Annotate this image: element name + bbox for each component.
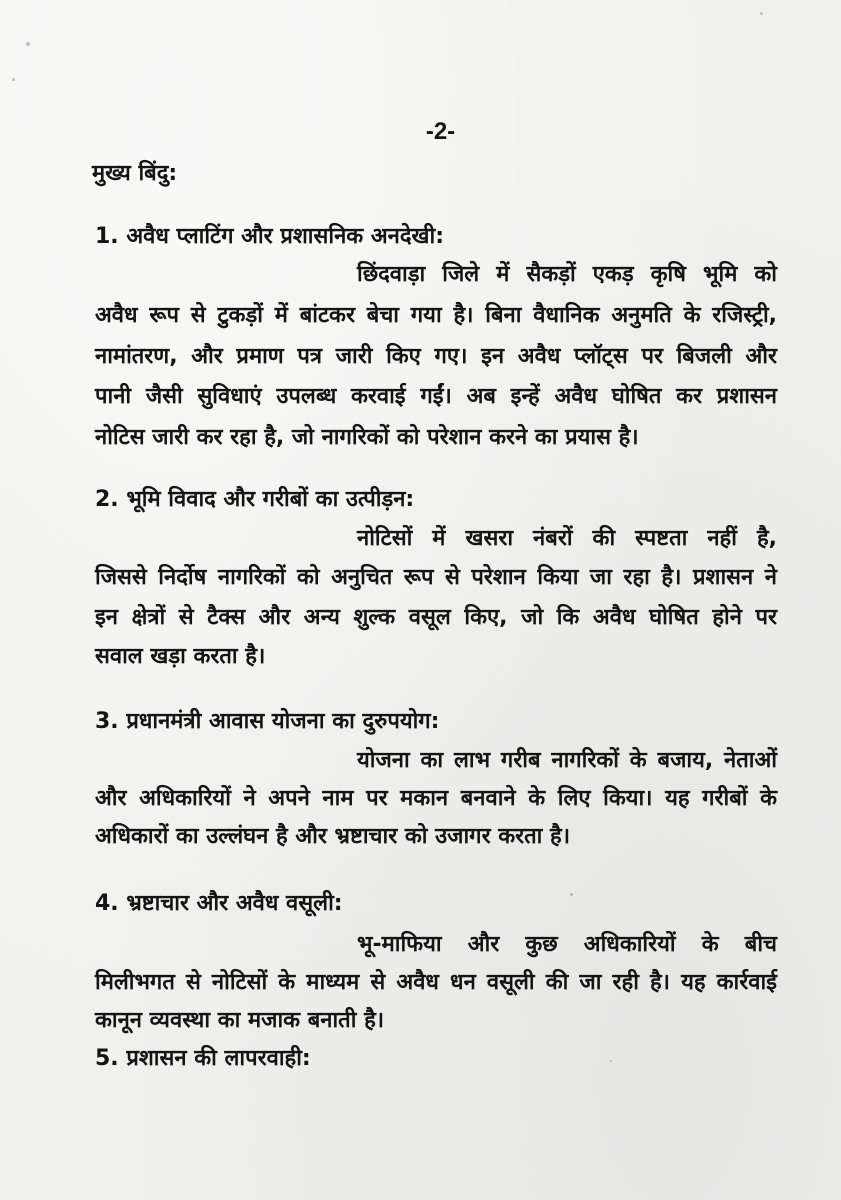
section-4-heading: 4. भ्रष्टाचार और अवैध वसूली: bbox=[95, 891, 343, 916]
section-4-line-2: मिलीभगत से नोटिसों के माध्यम से अवैध धन वसूली की जा रही है। यह कार्रवाई bbox=[95, 970, 777, 995]
section-1-line-4: पानी जैसी सुविधाएं उपलब्ध करवाई गईं। अब इन्हें अवैध घोषित कर प्रशासन bbox=[95, 384, 777, 409]
section-2-line-3: इन क्षेत्रों से टैक्स और अन्य शुल्क वसूल किए, जो कि अवैध घोषित होने पर bbox=[95, 605, 777, 630]
section-4-line-1: भू-माफिया और कुछ अधिकारियों के बीच bbox=[357, 932, 777, 957]
section-1-line-2: अवैध रूप से टुकड़ों में बांटकर बेचा गया है। बिना वैधानिक अनुमति के रजिस्ट्री, bbox=[95, 303, 777, 328]
section-5-heading: 5. प्रशासन की लापरवाही: bbox=[95, 1046, 311, 1071]
scan-speck bbox=[760, 12, 763, 15]
section-3-line-2: और अधिकारियों ने अपने नाम पर मकान बनवाने के लिए किया। यह गरीबों के bbox=[95, 786, 777, 811]
scan-speck bbox=[610, 1060, 612, 1062]
section-2-line-2: जिससे निर्दोष नागरिकों को अनुचित रूप से परेशान किया जा रहा है। प्रशासन ने bbox=[95, 565, 777, 590]
scan-speck bbox=[12, 78, 15, 81]
section-2-line-4: सवाल खड़ा करता है। bbox=[95, 644, 266, 669]
section-3-line-3: अधिकारों का उल्लंघन है और भ्रष्टाचार को उजागर करता है। bbox=[95, 824, 571, 849]
section-1-line-3: नामांतरण, और प्रमाण पत्र जारी किए गए। इन अवैध प्लॉट्स पर बिजली और bbox=[95, 344, 777, 369]
section-1-line-1: छिंदवाड़ा जिले में सैकड़ों एकड़ कृषि भूमि को bbox=[357, 262, 777, 287]
section-2-line-1: नोटिसों में खसरा नंबरों की स्पष्टता नहीं है, bbox=[357, 526, 777, 551]
scan-speck bbox=[26, 42, 30, 46]
section-1-line-5: नोटिस जारी कर रहा है, जो नागरिकों को परेशान करने का प्रयास है। bbox=[95, 425, 639, 450]
section-3-heading: 3. प्रधानमंत्री आवास योजना का दुरुपयोग: bbox=[95, 709, 440, 734]
key-points-heading: मुख्य बिंदु: bbox=[92, 161, 178, 186]
section-3-line-1: योजना का लाभ गरीब नागरिकों के बजाय, नेताओं bbox=[357, 748, 777, 773]
page-number: -2- bbox=[425, 118, 456, 145]
scan-speck bbox=[570, 893, 573, 896]
section-2-heading: 2. भूमि विवाद और गरीबों का उत्पीड़न: bbox=[95, 487, 415, 512]
section-1-heading: 1. अवैध प्लाटिंग और प्रशासनिक अनदेखी: bbox=[95, 224, 445, 249]
section-4-line-3: कानून व्यवस्था का मजाक बनाती है। bbox=[95, 1008, 385, 1033]
